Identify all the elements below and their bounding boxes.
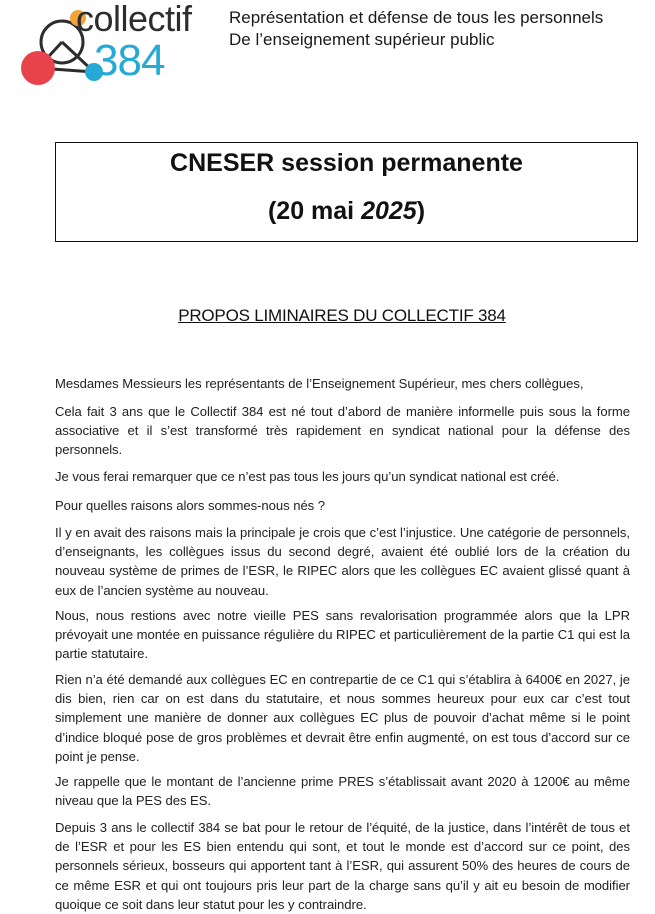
logo-red-dot (21, 51, 55, 85)
paragraph-5: Il y en avait des raisons mais la principale je crois que c’est l’injustice. Une catégorie de personnels, d’enseignants, les collègues issus du second degré, avaient été oublié lors de la création du nouveau système de primes de l’ESR, le RIPEC alors que les collègues EC avaient glissé quant à eux de l’ancien système au nouveau. (55, 525, 630, 598)
document-date: (20 mai 2025) (267, 197, 426, 225)
paragraph-3: Je vous ferai remarquer que ce n’est pas tous les jours qu’un syndicat national est créé. (55, 469, 560, 484)
logo-word-collectif: collectif (76, 0, 192, 39)
paragraph-salutation: Mesdames Messieurs les représentants de l’Enseignement Supérieur, mes chers collègues, (55, 376, 584, 391)
section-heading: PROPOS LIMINAIRES DU COLLECTIF 384 (178, 306, 506, 325)
paragraph-2: Cela fait 3 ans que le Collectif 384 est né tout d’abord de manière informelle puis sous la forme associative et il s’est transformé très rapidement en syndicat national pour la défense des personnels. (55, 404, 630, 458)
title-box (55, 142, 638, 242)
document-title: CNESER session permanente (170, 149, 523, 177)
paragraph-8: Je rappelle que le montant de l’ancienne prime PRES s’établissait avant 2020 à 1200€ au même niveau que la PES des ES. (55, 774, 630, 809)
paragraph-9: Depuis 3 ans le collectif 384 se bat pour le retour de l’équité, de la justice, dans l’intérêt de tous et de l’ESR et pour les ES bien entendu qui sont, et tout le monde est d’accord sur ce point, des personnels sérieux, bosseurs qui apportent tant à l’ESR, qui assurent 50% des heures de cours de ce même ESR et qui ont toujours pris leur part de la charge sans qu’il y ait eu besoin de modifier quoique ce soit dans leur statut pour les y contraindre. (55, 820, 630, 912)
paragraph-7: Rien n’a été demandé aux collègues EC en contrepartie de ce C1 qui s’établira à 6400€ en 2027, je dis bien, rien car on est dans du statutaire, et nous sommes heureux pour eux car c’est tout simplement une manière de donner aux collègues EC plus de pouvoir d’achat même si le point d’indice bloqué pose de gros problèmes et devrait être enfin augmenté, on est tous d’accord sur ce point je pense. (55, 672, 630, 764)
header-tagline-1: Représentation et défense de tous les personnels (229, 8, 604, 27)
header-tagline-2: De l’enseignement supérieur public (229, 30, 495, 49)
collectif-384-logo (14, 2, 204, 88)
logo-word-384: 384 (94, 36, 165, 85)
paragraph-4: Pour quelles raisons alors sommes-nous nés ? (55, 498, 325, 513)
paragraph-6: Nous, nous restions avec notre vieille PES sans revalorisation programmée alors que la LPR prévoyait une montée en puissance régulière du RIPEC et particulièrement de la partie C1 qui est la partie statutaire. (55, 608, 630, 662)
